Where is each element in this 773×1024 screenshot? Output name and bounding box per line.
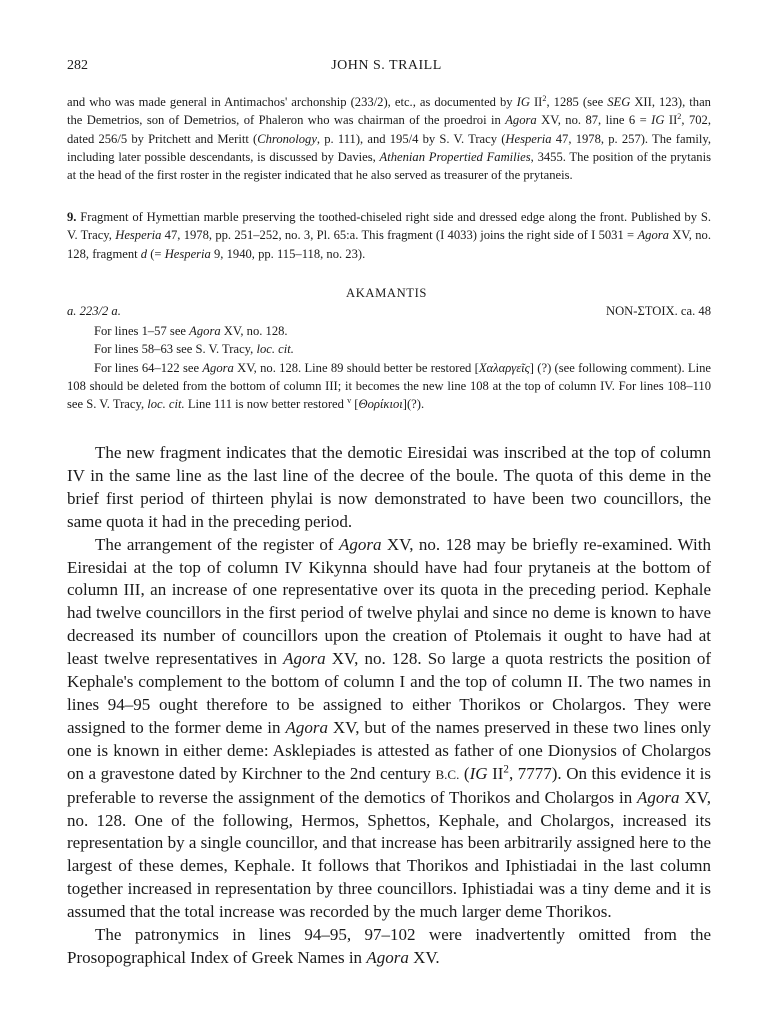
date-label: a. 223/2 a. — [67, 304, 121, 318]
note-lines-64-122: For lines 64–122 see Agora XV, no. 128. Line 89 should better be restored [Χαλαργεῖς] (?) (see following comment). Line 108 should be deleted from the bottom of column III; it becomes the new line 108 at the top of column IV. For lines 108–110 see S. V. Tracy, loc. cit. Line 111 is now better restored $^v$ [Θορίκιοι](?). — [67, 360, 711, 412]
page-number: 282 — [67, 58, 88, 73]
line-notes — [67, 322, 711, 413]
entry-9: 9. Fragment of Hymettian marble preserving the toothed-chiseled right side and dressed edge along the front. Published by S. V. Tracy, Hesperia 47, 1978, pp. 251–252, no. 3, Pl. 65:a. This fragment (I 4033) joins the right side of I 5031 = Agora XV, no. 128, fragment d (= Hesperia 9, 1940, pp. 115–118, no. 23). — [67, 210, 711, 261]
body-paragraph-2: The arrangement of the register of Agora XV, no. 128 may be briefly re-examined. With Eiresidai at the top of column IV Kikynna should have had four prytaneis at the bottom of column III, an increase of one representative over its quota in the preceding period. Kephale had twelve councillors in the first period of twelve phylai and since no deme is known to have decreased its number of councillors upon the creation of Ptolemais it ought to have had at least twelve representatives in Agora XV, no. 128. So large a quota restricts the position of Kephale's complement to the bottom of column I and the top of column II. The two names in lines 94–95 ought therefore to be assigned to either Thorikos or Cholargos. They were assigned to the former deme in Agora XV, but of the names preserved in these two lines only one is known in either deme: Asklepiades is attested as father of one Dionysios of Cholargos on a gravestone dated by Kirchner to the 2nd century B.C. (IG $II^2$, 7777). On this evidence it is preferable to reverse the assignment of the demotics of Thorikos and Cholargos in Agora XV, no. 128. One of the following, Hermos, Sphettos, Kephale, and Cholargos, increased its representation by a single councillor, and that increase has been arbitrarily assigned here to the largest of these demes, Kephale. It follows that Thorikos and Iphistiadai in the last column together increased in representation by three councillors. Iphistiadai was a tiny deme and it is assumed that the total increase was recorded by the much larger deme Thorikos. — [67, 534, 712, 922]
section-title: AKAMANTIS — [346, 286, 427, 300]
stoichedon-label: NON-ΣΤΟΙΧ. ca. 48 — [605, 304, 711, 318]
body-paragraph-1: The new fragment indicates that the demotic Eiresidai was inscribed at the top of column IV in the same line as the last line of the decree of the boule. The quota of this deme in the brief first period of thirteen phylai is now demonstrated to have been two councillors, the same quota it had in the preceding period. — [67, 443, 711, 531]
entry-number: 9. — [67, 210, 77, 224]
intro-paragraph: and who was made general in Antimachos' archonship (233/2), etc., as documented by IG $II^2$, 1285 (see SEG XII, 123), than the Demetrios, son of Demetrios, of Phaleron who was chairman of the proedroi in Agora XV, no. 87, line 6 = IG $II^2$, 702, dated 256/5 by Pritchett and Meritt (Chronology, p. 111), and 195/4 by S. V. Tracy (Hesperia 47, 1978, p. 257). The family, including later possible descendants, is discussed by Davies, Athenian Propertied Families, 3455. The position of the prytanis at the head of the first roster in the register indicated that he also served as treasurer of the prytaneis. — [67, 93, 712, 183]
note-lines-58-63: For lines 58–63 see S. V. Tracy, loc. cit. — [94, 342, 294, 357]
note-lines-1-57: For lines 1–57 see Agora XV, no. 128. — [94, 324, 288, 338]
body-text — [67, 442, 711, 970]
body-paragraph-3: The patronymics in lines 94–95, 97–102 were inadvertently omitted from the Prosopographical Index of Greek Names in Agora XV. — [67, 925, 711, 967]
running-head: JOHN S. TRAILL — [331, 58, 442, 73]
